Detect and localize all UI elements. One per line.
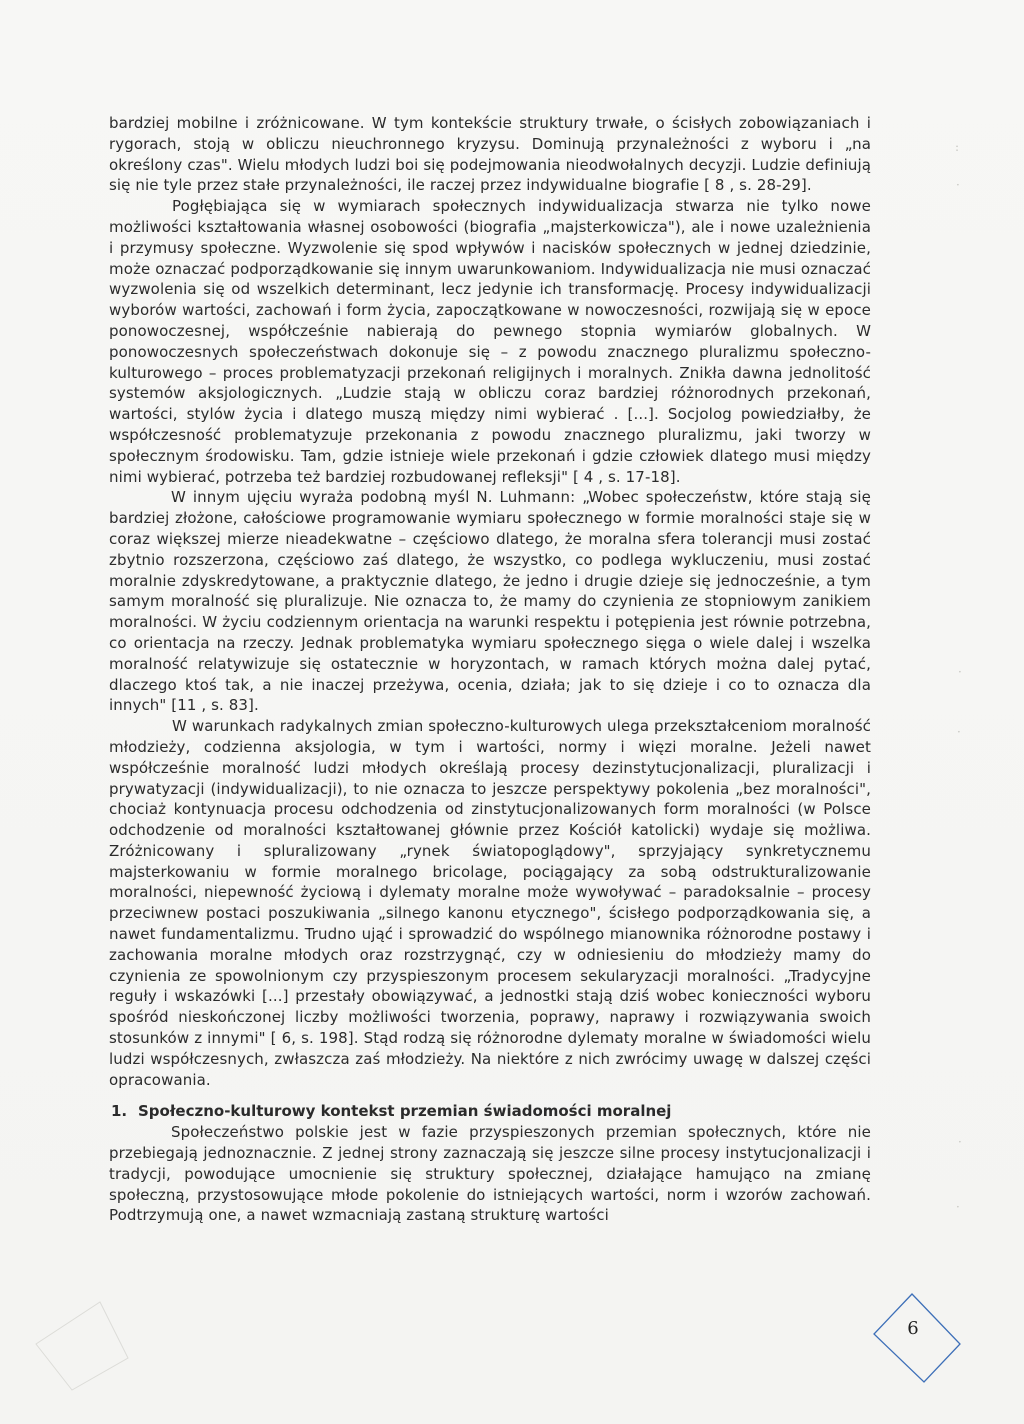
scan-mark: ·: [958, 1135, 962, 1149]
scan-mark: :: [955, 140, 960, 154]
section-title: Społeczno-kulturowy kontekst przemian świadomości moralnej: [138, 1102, 672, 1121]
document-body: [109, 113, 871, 1226]
section-paragraph: Społeczeństwo polskie jest w fazie przyspieszonych przemian społecznych, które nie przebiegają jednoznacznie. Z jednej strony zaznaczają się jeszcze silne procesy instytucjonalizacji i tradycji, powodujące umocnienie się struktury społecznej, działające hamująco na zmianę społeczną, przystosowujące młode pokolenie do istniejących wartości, norm i wzorów zachowań. Podtrzymują one, a nawet wzmacniają zastaną strukturę wartości: [109, 1123, 871, 1225]
scan-mark: ·: [958, 665, 962, 679]
paragraph-1: bardziej mobilne i zróżnicowane. W tym kontekście struktury trwałe, o ścisłych zobowiązaniach i rygorach, stoją w obliczu nieuchronnego kryzysu. Dominują przynależności z wyboru i „na określony czas". Wielu młodych ludzi boi się podejmowania nieodwołalnych decyzji. Ludzie definiują się nie tyle przez stałe przynależności, ile raczej przez indywidualne biografie [ 8 , s. 28-29].: [109, 114, 871, 195]
section-heading: [109, 1101, 871, 1122]
ghost-badge-shape: [32, 1298, 132, 1393]
paragraph-2: Pogłębiająca się w wymiarach społecznych indywidualizacja stwarza nie tylko nowe możliwości kształtowania własnej osobowości (biografia „majsterkowicza"), ale i nowe uzależnienia i przymusy społeczne. Wyzwolenie się spod wpływów i nacisków społecznych w jednej dziedzinie, może oznaczać podporządkowanie się innym uwarunkowaniom. Indywidualizacja nie musi oznaczać wyzwolenia się od wszelkich determinant, lecz jedynie ich transformację. Procesy indywidualizacji wyborów wartości, zachowań i form życia, zapoczątkowane w nowoczesności, rozwijają się w epoce ponowoczesnej, współcześnie nabierają do pewnego stopnia wymiarów globalnych. W ponowoczesnych społeczeństwach dokonuje się – z powodu znacznego pluralizmu społeczno-kulturowego – proces problematyzacji przekonań religijnych i moralnych. Znikła dawna jednolitość systemów aksjologicznych. „Ludzie stają w obliczu coraz bardziej różnorodnych przekonań, wartości, stylów życia i dlatego muszą między nimi wybierać . [...]. Socjolog powiedziałby, że współczesność problematyzuje przekonania z powodu znacznego pluralizmu, jaki tworzy w społecznym środowisku. Tam, gdzie istnieje wiele przekonań i gdzie człowiek dlatego musi między nimi wybierać, potrzeba też bardziej rozbudowanej refleksji" [ 4 , s. 17-18].: [109, 197, 871, 486]
scan-mark: ·: [957, 725, 961, 739]
section-number: 1.: [111, 1102, 128, 1121]
page-number: 6: [907, 1318, 919, 1339]
paragraph-4: W warunkach radykalnych zmian społeczno-kulturowych ulega przekształceniom moralność młodzieży, codzienna aksjologia, w tym i wartości, normy i więzi moralne. Jeżeli nawet współcześnie moralność ludzi młodych określają procesy dezinstytucjonalizacji, pluralizacji i prywatyzacji (indywidualizacji), to nie oznacza to jeszcze perspektywy pokolenia „bez moralności", chociaż kontynuacja procesu odchodzenia od zinstytucjonalizowanych form moralności (w Polsce odchodzenie od moralności kształtowanej głównie przez Kościół katolicki) wydaje się możliwa. Zróżnicowany i spluralizowany „rynek światopoglądowy", sprzyjający synkretycznemu majsterkowaniu w formie moralnego bricolage, pociągający za sobą odstrukturalizowanie moralności, niepewność życiową i dylematy moralne może wywoływać – paradoksalnie – procesy przeciwnew postaci poszukiwania „silnego kanonu etycznego", ścisłego podporządkowania się, a nawet fundamentalizmu. Trudno ująć i sprowadzić do wspólnego mianownika różnorodne postawy i zachowania moralne młodych oraz rozstrzygnąć, czy w odniesieniu do młodzieży mamy do czynienia ze spowolnionym czy przyspieszonym procesem sekularyzacji moralności. „Tradycyjne reguły i wskazówki [...] przestały obowiązywać, a jednostki stają dziś wobec konieczności wyboru spośród nieskończonej liczby możliwości tworzenia, poprawy, naprawy i rozwiązywania swoich stosunków z innymi" [ 6, s. 198]. Stąd rodzą się różnorodne dylematy moralne w świadomości wielu ludzi współczesnych, zwłaszcza zaś młodzieży. Na niektóre z nich zwrócimy uwagę w dalszej części opracowania.: [109, 717, 871, 1089]
scan-mark: ·: [956, 178, 960, 192]
paragraph-3: W innym ujęciu wyraża podobną myśl N. Luhmann: „Wobec społeczeństw, które stają się bardziej złożone, całościowe programowanie wymiaru społecznego w formie moralności staje się w coraz większej mierze nieadekwatne – częściowo dlatego, że moralna sfera tolerancji musi zostać zbytnio rozszerzona, częściowo zaś dlatego, że wszystko, co podlega wykluczeniu, musi zostać moralnie zdyskredytowane, a praktycznie dlatego, że jedno i drugie dzieje się jednocześnie, a tym samym moralność się pluralizuje. Nie oznacza to, że mamy do czynienia ze stopniowym zanikiem moralności. W życiu codziennym orientacja na warunki respektu i potępienia jest równie potrzebna, co orientacja na rzeczy. Jednak problematyka wymiaru społecznego sięga o wiele dalej i wszelka moralność relatywizuje się ostatecznie w horyzontach, w ramach których można dalej pytać, dlaczego ktoś tak, a nie inaczej przeżywa, ocenia, działa; jak to się dzieje i co to oznacza dla innych" [11 , s. 83].: [109, 488, 871, 715]
scan-mark: ·: [956, 1200, 960, 1214]
